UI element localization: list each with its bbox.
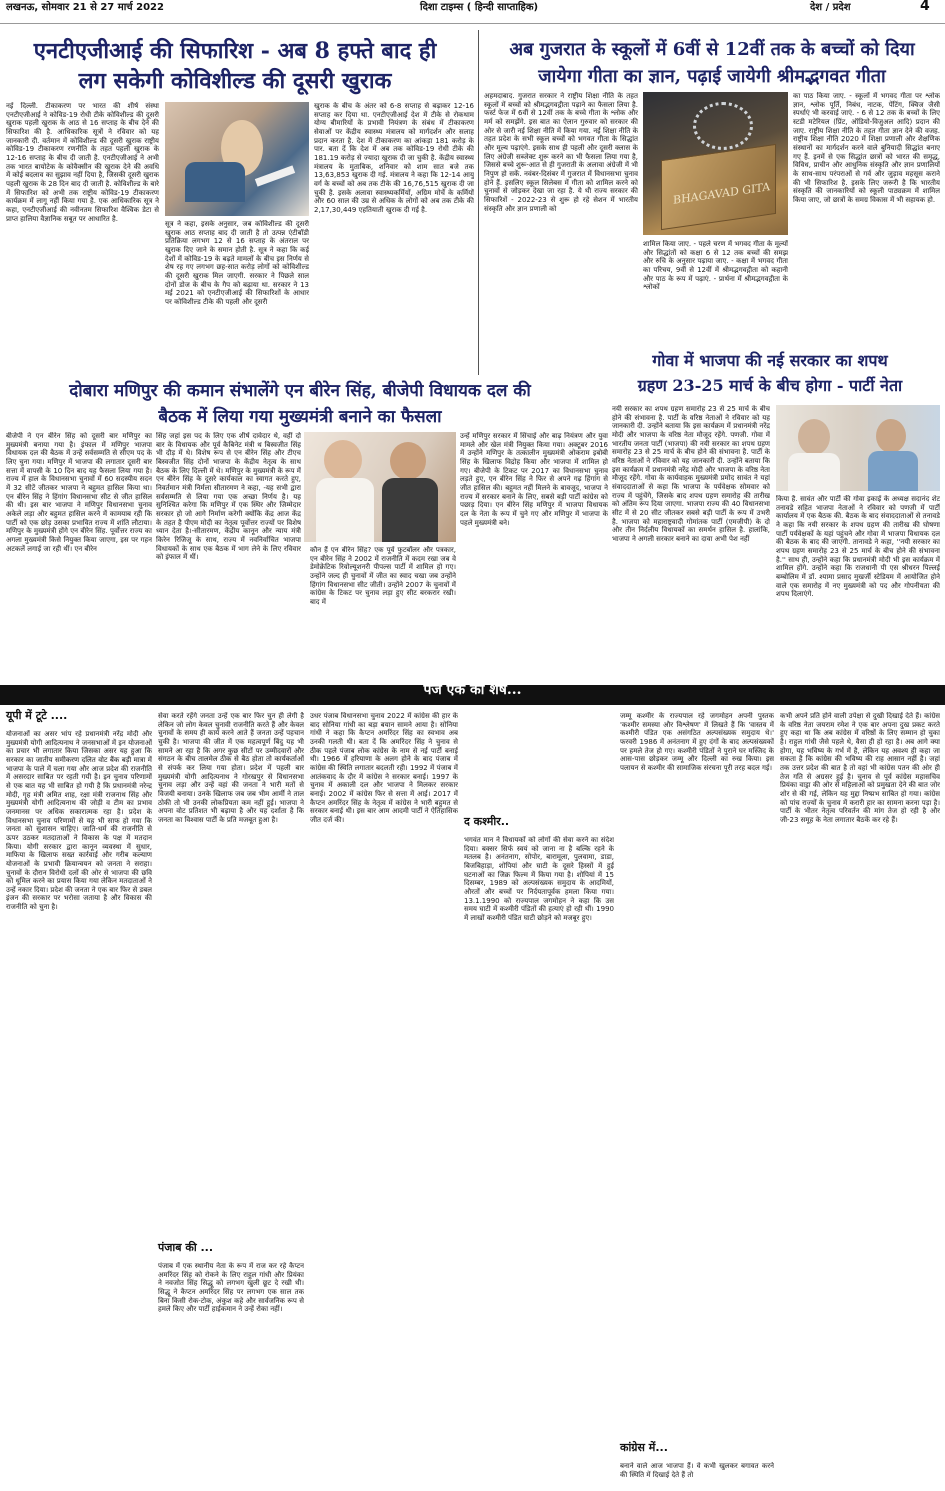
dateline: लखनऊ, सोमवार 21 से 27 मार्च 2022 [6, 2, 164, 13]
story1-headline: एनटीएजीआई की सिफारिश - अब 8 हफ्ते बाद ही लग सकेगी कोविशील्ड की दूसरी खुराक [33, 38, 437, 94]
congress-section-title: कांग्रेस में... [620, 1441, 668, 1454]
book-label: BHAGAVAD GITA [673, 180, 771, 207]
congress-text: बनाने वाले आज भाजपा हैं। वे कभी खुलकर बगावत करने की स्थिति में दिखाई देते हैं तो [620, 1462, 774, 1479]
right-text: कभी अपने प्रति होने वाली उपेक्षा से दुखी दिखाई देते हैं। कांग्रेस के वरिष्ठ नेता जयराम रमेश ने एक बार अपना दुख प्रकट करते हुए कहा था कि अब कांग्रेस में वरिष्ठों के लिए सम्मान हो चुका है। राहुल गांधी जैसे पहले थे, वैसा ही हो रहा है। अब आगे क्या होगा, यह भविष्य के गर्भ में है, लेकिन यह अवश्य ही कहा जा सकता है कि कांग्रेस की भविष्य की राह आसान नहीं है। जहां तक उत्तर प्रदेश की बात है तो वहां भी कांग्रेस पतन की ओर ही तेज गति से अग्रसर हुई है। चुनाव से पूर्व कांग्रेस महासचिव प्रियंका वाड्रा की ओर से महिलाओं को प्रमुखता देने की बात जोर शोर से की गई, लेकिन यह मुद्दा निष्प्रभ साबित हो गया। कांग्रेस को पांच राज्यों के चुनाव में करारी हार का सामना करना पड़ा है। पार्टी के भीतर नेतृत्व परिवर्तन की मांग तेज हो रही है और जी-23 समूह के नेता लगातार बैठकें कर रहे हैं। [780, 712, 940, 824]
mid3-top [464, 712, 614, 818]
mid4-text: जम्मू कश्मीर के राज्यपाल रहे जगमोहन अपनी पुस्तक 'कश्मीर समस्या और विश्लेषण' में लिखते हैं कि 'वास्तव में कश्मीरी पंडित एक असंगठित अल्पसंख्यक समुदाय थे।' फरवरी 1986 में अनंतनाग में हुए दंगों के बाद अल्पसंख्यकों पर हमले तेज हो गए। कश्मीरी पंडितों ने पुराने घर मस्जिद के आस-पास छोड़कर जम्मू और दिल्ली का रुख किया। इस पलायन से कश्मीर की सामाजिक संरचना पूरी तरह बदल गई। [620, 712, 774, 772]
story1-col3: खुराक के बीच के अंतर को 6-8 सप्ताह से बढ़ाकर 12-16 सप्ताह कर दिया था. एनटीएजीआई देश में टीके से रोकथाम योग्य बीमारियों के प्रभावी नियंत्रण के संबंध में टीकाकरण सेवाओं पर केंद्रीय स्वास्थ्य मंत्रालय को मार्गदर्शन और सलाह प्रदान करता है. देश में टीकाकरण का आंकड़ा 181 करोड़ के पार. बता दें कि देश में अब तक कोविड-19 रोधी टीके की 181.19 करोड़ से ज्यादा खुराक दी जा चुकी है. केंद्रीय स्वास्थ्य मंत्रालय के मुताबिक, शनिवार को शाम सात बजे तक 13,63,853 खुराक दी गई. मंत्रालय ने कहा कि 12-14 आयु वर्ग के बच्चों को अब तक टीके की 16,76,515 खुराक दी जा चुकी है. इसके अलावा स्वास्थ्यकर्मियों, अग्रिम मोर्चे के कर्मियों और 60 साल की उम्र से अधिक के लोगों को अब तक टीके की 2,17,30,449 एहतियाती खुराक दी गई है. [314, 102, 474, 214]
kashmir-section-title: द कश्मीर.. [464, 815, 510, 828]
gita-book-photo [643, 92, 788, 235]
paper-name: दिशा टाइम्स ( हिन्दी साप्ताहिक) [420, 2, 539, 13]
goa-leaders-photo [776, 405, 940, 491]
column-divider [478, 30, 479, 375]
up-section-title: यूपी में टूटे .... [6, 709, 68, 722]
story4-headline: दोबारा मणिपुर की कमान संभालेंगे एन बीरेन सिंह, बीजेपी विधायक दल की बैठक में लिया गया मुख्यमंत्री बनाने का फैसला [69, 381, 531, 427]
punjab-section-title: पंजाब की ... [158, 1241, 214, 1254]
story3-col1: नयी सरकार का शपथ ग्रहण समारोह 23 से 25 मार्च के बीच होने की संभावना है. पार्टी के वरिष्ठ नेताओं ने रविवार को यह जानकारी दी. उन्होंने बताया कि इस कार्यक्रम में प्रधानमंत्री नरेंद्र मोदी और भाजपा के वरिष्ठ नेता मौजूद रहेंगे. पणजी. गोवा में भारतीय जनता पार्टी (भाजपा) की नयी सरकार का शपथ ग्रहण समारोह 23 से 25 मार्च के बीच होने की संभावना है. पार्टी के वरिष्ठ नेताओं ने रविवार को यह जानकारी दी. उन्होंने बताया कि इस कार्यक्रम में प्रधानमंत्री नरेंद्र मोदी और भाजपा के वरिष्ठ नेता मौजूद रहेंगे. गोवा के कार्यवाहक मुख्यमंत्री प्रमोद सावंत ने यहां संवाददाताओं से कहा कि भाजपा के पर्यवेक्षक सोमवार को राज्य में पहुंचेंगे, जिसके बाद शपथ ग्रहण समारोह की तारीख को अंतिम रूप दिया जाएगा. भाजपा राज्य की 40 विधानसभा सीट में से 20 सीट जीतकर सबसे बड़ी पार्टी के रूप में उभरी है. भाजपा को महाराष्ट्रवादी गोमांतक पार्टी (एमजीपी) के दो और तीन निर्दलीय विधायकों का समर्थन हासिल है. हालांकि, भाजपा ने अगली सरकार बनाने का दावा अभी पेश नहीं [612, 405, 770, 543]
mid2-text: उधर पंजाब विधानसभा चुनाव 2022 में कांग्रेस की हार के बाद सोनिया गांधी का बड़ा बयान सामने आया है। सोनिया गांधी ने कहा कि कैप्टन अमरिंदर सिंह का स्वभाव अब उनकी गलती थी। बता दें कि अमरिंदर सिंह ने चुनाव से ठीक पहले पंजाब लोक कांग्रेस के नाम से नई पार्टी बनाई थी। 1966 में हरियाणा के अलग होने के बाद पंजाब में कांग्रेस की स्थिति लगातार बदलती रही। 1992 में पंजाब में आतंकवाद के दौर में कांग्रेस ने सरकार बनाई। 1997 के चुनाव में अकाली दल और भाजपा ने मिलकर सरकार बनाई। 2002 में कांग्रेस फिर से सत्ता में आई। 2017 में कैप्टन अमरिंदर सिंह के नेतृत्व में कांग्रेस ने भारी बहुमत से सरकार बनाई थी। इस बार आम आदमी पार्टी ने ऐतिहासिक जीत दर्ज की। [310, 712, 458, 824]
story4-col2: सिंह जहां इस पद के लिए एक शीर्ष दावेदार थे, वहीं दो बार के विधायक और पूर्व कैबिनेट मंत्री थ बिस्वजीत सिंह भी दौड़ में थे। विशेष रूप से एन बीरेन सिंह और टीएच बिस्वजीत सिंह दोनों भाजपा के केंद्रीय नेतृत्व के साथ बैठक के लिए दिल्ली में थे। मणिपुर के मुख्यमंत्री के रूप में एन बीरेन सिंह के दूसरे कार्यकाल का स्वागत करते हुए, निवर्तमान मंत्री निर्मला सीतारमण ने कहा, -यह सभी द्वारा सर्वसम्मति से लिया गया एक अच्छा निर्णय है। यह सुनिश्चित करेगा कि मणिपुर में एक स्थिर और जिम्मेदार सरकार हो जो आगे निर्माण करेगी क्योंकि केंद्र आज केंद्र के तहत है पीएम मोदी का नेतृत्व पूर्वोत्तर राज्यों पर विशेष ध्यान देता है।-सीतारमण, केंद्रीय कानून और न्याय मंत्री किरेन रिजिजू के साथ, राज्य में नवनिर्वाचित भाजपा विधायकों के साथ एक बैठक में भाग लेने के लिए रविवार को इंफाल में थीं। [156, 432, 301, 562]
story3-col2: किया है. सावंत और पार्टी की गोवा इकाई के अध्यक्ष सदानंद शेट तनावडे सहित भाजपा नेताओं ने रविवार को पणजी में पार्टी कार्यालय में एक बैठक की. बैठक के बाद संवाददाताओं से तनावडे ने कहा कि नयी सरकार के शपथ ग्रहण की तारीख की घोषणा पार्टी पर्यवेक्षकों के यहां पहुंचने और गोवा में भाजपा विधायक दल की बैठक के बाद की जाएगी. तानावडे ने कहा, ''नयी सरकार का शपथ ग्रहण समारोह 23 से 25 मार्च के बीच होने की संभावना है.'' साथ ही, उन्होंने कहा कि प्रधानमंत्री मोदी भी इस कार्यक्रम में शामिल होंगे. उन्होंने कहा कि राजधानी पी एस श्रीधरन पिल्लई बम्बोलिम में डॉ. श्यामा प्रसाद मुखर्जी स्टेडियम में आयोजित होने वाले एक समारोह में नए मुख्यमंत्री को पद और गोपनीयता की शपथ दिलाएंगे. [776, 495, 940, 599]
story2-headline: अब गुजरात के स्कूलों में 6वीं से 12वीं तक के बच्चों को दिया जायेगा गीता का ज्ञान, पढ़ाई जायेगी श्रीमद्भगवत गीता [509, 39, 915, 87]
punjab-text: पंजाब में एक स्थानीय नेता के रूप में राज कर रहे कैप्टन अमरिंदर सिंह को रोकने के लिए राहुल गांधी और प्रियंका ने नवजोत सिंह सिद्धू को लगभग खुली छूट दे रखी थी। सिद्धू ने कैप्टन अमरिंदर सिंह पर लगभग एक साल तक बिना किसी रोक-टोक, अंकुश कहे और सार्वजनिक रूप से हमले किए और पार्टी हाईकमान ने उन्हें रोका नहीं। [158, 1262, 304, 1314]
story1-col1: नई दिल्ली. टीकाकरण पर भारत की शीर्ष संस्था एनटीएजीआई ने कोविड-19 रोधी टीके कोविशील्ड की दूसरी खुराक पहली खुराक के आठ से 16 सप्ताह के बीच देने की सिफारिश की है. आधिकारिक सूत्रों ने रविवार को यह जानकारी दी. वर्तमान में कोविशील्ड की दूसरी खुराक राष्ट्रीय कोविड-19 टीकाकरण रणनीति के तहत पहली खुराक के 12-16 सप्ताह के बीच दी जाती है. एनटीएजीआई ने अभी तक भारत बायोटेक के कोवैक्सीन की खुराक देने की अवधि में कोई बदलाव का सुझाव नहीं दिया है, जिसकी दूसरी खुराक पहली खुराक के 28 दिन बाद दी जाती है. कोविशील्ड के बारे में सिफारिश को अभी तक राष्ट्रीय कोविड-19 टीकाकरण कार्यक्रम में लागू नहीं किया गया है. एक आधिकारिक सूत्र ने कहा, एनटीएजीआई की नवीनतम सिफारिश वैश्विक डेटा से प्राप्त हालिया वैज्ञानिक सबूत पर आधारित है. [6, 102, 159, 223]
up-text: योजनाओं का असर भांप रहे प्रधानमंत्री नरेंद्र मोदी और मुख्यमंत्री योगी आदित्यनाथ ने जनसभाओं में इन योजनाओं का प्रचार भी लगातार किया जिसका असर यह हुआ कि सरकार का जातीय समीकरण दलित वोट बैंक बड़ी मात्रा में भाजपा के पाले में चला गया और आज प्रदेश की राजनीति में असरदार साबित पर रहती गयी है। इन चुनाव परिणामों से एक बात यह भी साबित हो गयी है कि प्रधानमंत्री नरेन्द्र मोदी, गृह मंत्री अमित शाह, रक्षा मंत्री राजनाथ सिंह और मुख्यमंत्री योगी आदित्यनाथ की जोड़ी व टीम का प्रभाव जनमानस पर अधिक सकारात्मक रहा है। प्रदेश के विधानसभा चुनाव परिणामों से यह भी साफ हो गया कि जनता को सुशासन चाहिए। जाति-धर्म की राजनीति से ऊपर उठकर मतदाताओं ने विकास के पक्ष में मतदान किया। योगी सरकार द्वारा कानून व्यवस्था में सुधार, माफिया के खिलाफ सख्त कार्रवाई और गरीब कल्याण योजनाओं के प्रभावी क्रियान्वयन को जनता ने सराहा। चुनावों के दौरान विरोधी दलों की ओर से भाजपा की छवि को धूमिल करने का प्रयास किया गया लेकिन मतदाताओं ने उन्हें नकार दिया। प्रदेश की जनता ने एक बार फिर से डबल इंजन की सरकार पर भरोसा जताया है और विकास की राजनीति को चुना है। [6, 730, 152, 912]
story4-col1: बीजेपी ने एन बीरेन सिंह को दूसरी बार मणिपुर का मुख्यमंत्री बनाया गया है। इंफाल में मणिपुर भाजपा विधायक दल की बैठक में उन्हें सर्वसम्मति से सीएम पद के लिए चुना गया। मणिपुर में भाजपा की लगातार दूसरी बार सत्ता में वापसी के 10 दिन बाद यह फैसला लिया गया है। राज्य में हाल के विधानसभा चुनावों में 60 सदस्यीय सदन में 32 सीटें जीतकर भाजपा ने बहुमत हासिल किया था। एन बीरेन सिंह ने हिंगांग विधानसभा सीट से जीत हासिल की थी। इस बार भाजपा ने मणिपुर विधानसभा चुनाव अकेले लड़ा और बहुमत हासिल करने में कामयाब रही कि पार्टी को एक छोड़ उसका प्रभावित राज्य में शांति लौटाया। मणिपुर के मुख्यमंत्री होंगे एन बीरेन सिंह. पूर्वोत्तर राज्य का अगला मुख्यमंत्री किसे नियुक्त किया जाएगा, इस पर गहन अटकलें लगाई जा रही थीं। एन बीरेन [6, 432, 152, 553]
vaccination-photo [165, 102, 309, 216]
story2-col1: अहमदाबाद. गुजरात सरकार ने राष्ट्रीय शिक्षा नीति के तहत स्कूलों में बच्चों को श्रीमद्भगवद्गीता पढ़ाने का फैसला लिया है. फर्स्ट फेज में 6वीं से 12वीं तक के बच्चे गीता के श्लोक और मर्म को समझेंगे. इस बात का ऐलान गुरुवार को सरकार की ओर से जारी नई शिक्षा नीति में किया गया. नई शिक्षा नीति के तहत प्रदेश के सभी स्कूल बच्चों को भगवत गीता के सिद्धांत और मूल्य पढ़ाएंगे. इसके साथ ही पहली और दूसरी क्लास के लिए अंग्रेजी सब्जेक्ट शुरू करने का भी फैसला लिया गया है, जिससे बच्चे शुरू-आत से ही गुजराती के अलावा अंग्रेजी में भी निपुण हो सकें. नवंबर-दिसंबर में गुजरात में विधानसभा चुनाव होने हैं. इसलिए स्कूल सिलेबस में गीता को शामिल करने को चुनावों से जोड़कर देखा जा रहा है. ये थी राज्य सरकार की सिफारिशें - 2022-23 से शुरू हो रहे सेशन में भारतीय संस्कृति और ज्ञान प्रणाली को [484, 92, 638, 213]
manipur-leaders-photo [304, 432, 456, 542]
story2-col3: का पाठ किया जाए. - स्कूलों में भगवद गीता पर श्लोक ज्ञान, श्लोक पूर्ति, निबंध, नाटक, पेंटिंग, क्विज जैसी स्पर्धाएं भी करवाई जाएं. - 6 से 12 तक के बच्चों के लिए स्टडी मटेरियल (प्रिंट, ऑडियो-विजुअल आदि) प्रदान की जाए. राष्ट्रीय शिक्षा नीति के तहत गीता ज्ञान देने की वजह. राष्ट्रीय शिक्षा नीति 2020 में शिक्षा प्रणाली और शैक्षणिक संस्थानों का मार्गदर्शन करने वाले बुनियादी सिद्धांत बनाए गए हैं. इनमें से एक सिद्धांत छात्रों को भारत की समृद्ध, विविध, प्राचीन और आधुनिक संस्कृति और ज्ञान प्रणालियों के साथ-साथ परंपराओं से गर्व और जुड़ाव महसूस कराने की भी सिफारिश है. इसके लिए जरूरी है कि भारतीय संस्कृति की जानकारियों को स्कूली पाठ्यक्रम में शामिल किया जाए, जो छात्रों के समग्र विकास में भी सहायक हो. [793, 92, 940, 204]
story4-caption-col: कौन हैं एन बीरेन सिंह? एक पूर्व फुटबॉलर और पत्रकार, एन बीरेन सिंह ने 2002 में राजनीति में कदम रखा जब वे डेमोक्रेटिक रिवोल्यूशनरी पीपल्स पार्टी में शामिल हो गए। उन्होंने जल्द ही चुनावों में जीत का स्वाद चखा जब उन्होंने हिंगांग विधानसभा सीट जीती। उन्होंने 2007 के चुनावों में कांग्रेस के टिकट पर चुनाव लड़ा हुए सीट बरकरार रखी। बाद में [310, 546, 456, 606]
story3-headline: गोवा में भाजपा की नई सरकार का शपथ ग्रहण 23-25 मार्च के बीच होगा - पार्टी नेता [637, 351, 903, 395]
section-name: देश / प्रदेश [810, 2, 851, 13]
mid3-text: भगवंत मान ने विधायकों को लोगों की सेवा करने का संदेश दिया। बक्सर सिर्फ स्वयं को जाना ना है बल्कि रहने के मतलब है। अनंतनाग, सोपोर, बारामूला, पुलवामा, डाडा, बिजबिहाड़ा, शोपियां और घाटी के दूसरे हिस्सों में हुई घटनाओं का जिक्र फिल्म में किया गया है। शोपियां में 15 दिसम्बर, 1989 को अल्पसंख्यक समुदाय के आदमियों, औरतों और बच्चों पर निर्दयतापूर्वक हमला किया गया। 13.1.1990 को राज्यपाल जगमोहन ने कहा कि उस समय घाटी में कश्मीरी पंडितों की हत्याएं हो रही थीं। 1990 में लाखों कश्मीरी पंडित घाटी छोड़ने को मजबूर हुए। [464, 836, 614, 922]
story1-col2: सूत्र ने कहा, इसके अनुसार, जब कोविशील्ड की दूसरी खुराक आठ सप्ताह बाद दी जाती है तो उत्पन्न एंटीबॉडी प्रतिक्रिया लगभग 12 से 16 सप्ताह के अंतराल पर खुराक दिए जाने के समान होती है. सूत्र ने कहा कि कई देशों में कोविड-19 के बढ़ते मामलों के बीच इस निर्णय से शेष रह गए लगभग छह-सात करोड़ लोगों को कोविशील्ड की दूसरी खुराक मिल जाएगी. सरकार ने पिछले साल दोनों डोज के बीच के गैप को बढ़ाया था. सरकार ने 13 मई 2021 को एनटीएजीआई की सिफारिशों के आधार पर कोविशील्ड टीके की पहली और दूसरी [165, 220, 309, 306]
continued-banner-text: पेज एक का शेष... [423, 682, 522, 698]
page-number: 4 [920, 0, 930, 14]
page-header [0, 0, 945, 24]
story4-col3: उन्हें मणिपुर सरकार में सिंचाई और बाढ़ नियंत्रण और युवा मामले और खेल मंत्री नियुक्त किया गया। अक्टूबर 2016 में उन्होंने मणिपुर के तत्कालीन मुख्यमंत्री ओकराम इबोबी सिंह के खिलाफ विद्रोह किया और भाजपा में शामिल हो गए। बीजेपी के टिकट पर 2017 का विधानसभा चुनाव लड़ते हुए, एन बीरेन सिंह ने फिर से अपने गढ़ हिंगांग से जीत हासिल की। बहुमत नहीं मिलने के बावजूद, भाजपा ने राज्य में सरकार बनाने के लिए, सबसे बड़ी पार्टी कांग्रेस को पछाड़ दिया। एन बीरेन सिंह मणिपुर में भाजपा विधायक दल के नेता के रूप में चुने गए और मणिपुर में भाजपा के पहले मुख्यमंत्री बने। [460, 432, 608, 527]
mid1-text: सेवा करते रहेंगे जनता उन्हें एक बार फिर चुन ही लेगी है लेकिन जो लोग केवल चुनावी राजनीति करते हैं और केवल चुनावों के समय ही कार्य करने आते हैं जनता उन्हें पहचान चुकी है। भाजपा की जीत में एक महत्वपूर्ण बिंदु यह भी सामने आ रहा है कि अगर कुछ सीटों पर उम्मीदवारों और संगठन के बीच तालमेल ठीक से बैठ होता तो कार्यकर्ताओं से संपर्क कर लिया गया होता। प्रदेश में पहली बार मुख्यमंत्री योगी आदित्यनाथ ने गोरखपुर से विधानसभा चुनाव लड़ा और उन्हें वहां की जनता ने भारी मतों से विजयी बनाया। उनके खिलाफ जब जब भीम आर्मी ने ताल ठोकी तो भी उनकी लोकप्रियता कम नहीं हुई। भाजपा ने अपना वोट प्रतिशत भी बढ़ाया है और यह दर्शाता है कि जनता का विश्वास पार्टी के प्रति मजबूत हुआ है। [158, 712, 304, 824]
continued-banner [0, 682, 945, 705]
story2-col2: शामिल किया जाए. - पहले चरण में भगवद गीता के मूल्यों और सिद्धांतों को कक्षा 6 से 12 तक बच्चों की समझ और रुचि के अनुसार पढ़ाया जाए. - कक्षा में भगवद गीता का परिचय, 9वीं से 12वीं में श्रीमद्भगवद्गीता को कहानी और पाठ के रूप में पढ़ाएं. - प्रार्थना में श्रीमद्भगवद्गीता के श्लोकों [643, 240, 788, 292]
